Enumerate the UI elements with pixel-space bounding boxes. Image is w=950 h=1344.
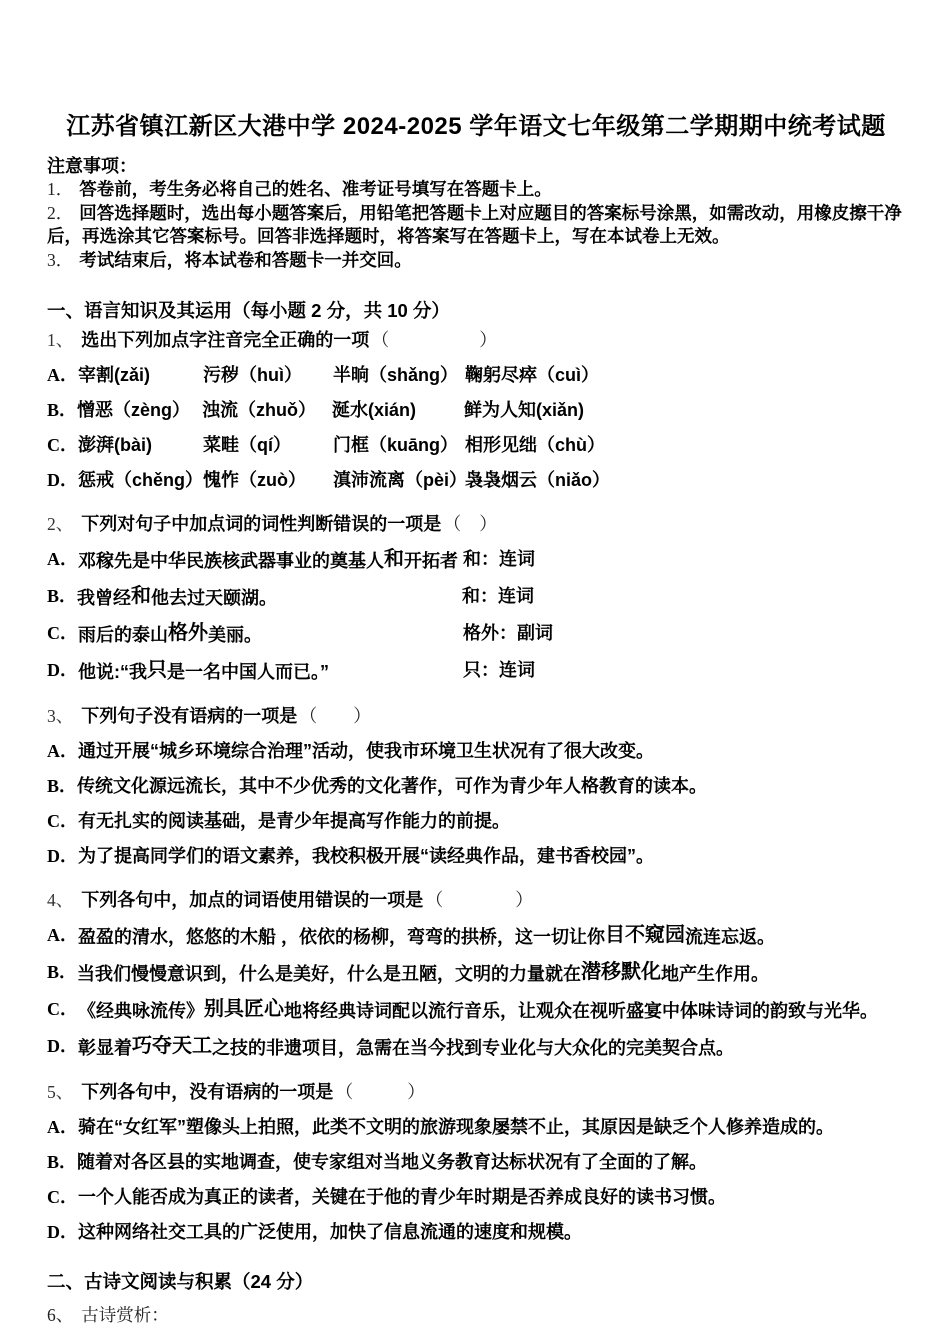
part-of-speech-note: 格外：副词 [463, 623, 553, 643]
sentence-pre: 《经典咏流传》 [78, 1001, 204, 1021]
question-4-stem [47, 888, 905, 912]
question-2-stem [47, 512, 905, 536]
page-title: 江苏省镇江新区大港中学 2024-2025 学年语文七年级第二学期期中统考试题 [66, 113, 886, 140]
question-2 [47, 512, 905, 683]
sentence-pre: 彰显着 [78, 1038, 132, 1058]
emphasized-word: 和 [131, 585, 152, 607]
option-label: A． [47, 925, 78, 945]
question-4-number: 4、 [47, 890, 74, 910]
sentence-pre: 雨后的泰山 [78, 625, 168, 645]
pinyin-term: 滇沛流离（pèi） [333, 470, 468, 490]
option-label: C． [47, 811, 78, 831]
option-label: B． [47, 586, 78, 606]
part-of-speech-note: 只：连词 [463, 660, 535, 680]
question-4-option-b [47, 962, 905, 985]
question-4-option-a [47, 925, 905, 948]
notice-item-3 [47, 249, 905, 273]
option-sentence [78, 549, 463, 572]
sentence-post: 地产生作用。 [661, 964, 770, 984]
question-1-stem-text: 选出下列加点字注音完全正确的一项 [81, 330, 370, 350]
option-label: B． [47, 1152, 78, 1172]
sentence-post: 流连忘返。 [685, 927, 775, 947]
notice-item-1-number: 1． [47, 179, 74, 199]
notice-block [47, 154, 905, 272]
question-2-option-a [47, 549, 905, 572]
question-1 [47, 328, 905, 491]
question-5 [47, 1080, 905, 1243]
notice-item-2-text: 回答选择题时，选出每小题答案后，用铅笔把答题卡上对应题目的答案标号涂黑，如需改动，用橡皮擦干净后，再选涂其它答案标号。回答非选择题时，将答案写在答题卡上，写在本试卷上无效。 [47, 202, 902, 246]
pinyin-term: 浊流（zhuǒ） [202, 400, 317, 420]
pinyin-term: 宰割(zǎi) [78, 365, 150, 385]
emphasized-word: 巧夺天工 [132, 1035, 212, 1057]
notice-item-3-number: 3． [47, 249, 74, 270]
option-text: 随着对各区县的实地调查，使专家组对当地义务教育达标状况有了全面的了解。 [77, 1152, 708, 1172]
option-sentence [77, 962, 905, 985]
option-text: 一个人能否成为真正的读者，关键在于他的青少年时期是否养成良好的读书习惯。 [78, 1187, 726, 1207]
question-5-option-d [47, 1222, 905, 1243]
option-sentence [78, 925, 905, 948]
option-label: A． [47, 365, 78, 385]
option-label: D． [47, 1222, 78, 1242]
section-2-heading: 二、古诗文阅读与积累（24 分） [47, 1271, 314, 1292]
question-6-number: 6、 [47, 1305, 74, 1325]
question-2-number: 2、 [47, 514, 74, 534]
question-1-option-c [47, 435, 905, 456]
sentence-post: 开拓者 [404, 551, 458, 571]
question-1-stem [47, 328, 905, 352]
option-sentence [78, 1036, 905, 1059]
option-sentence [77, 586, 462, 609]
option-text: 为了提高同学们的语文素养，我校积极开展“读经典作品，建书香校园”。 [78, 846, 654, 866]
option-label: D． [47, 846, 78, 866]
question-3-option-c [47, 811, 905, 832]
option-label: A． [47, 1117, 78, 1137]
sentence-post: 美丽。 [208, 625, 262, 645]
option-label: C． [47, 435, 78, 455]
question-3-option-d [47, 846, 905, 867]
question-2-option-c [47, 623, 905, 646]
notice-heading: 注意事项： [47, 156, 137, 176]
option-label: C． [47, 1187, 78, 1207]
emphasized-word: 格外 [168, 622, 208, 644]
option-sentence [78, 623, 463, 646]
option-label: C． [47, 623, 78, 643]
question-2-option-b [47, 586, 905, 609]
question-5-stem-text: 下列各句中，没有语病的一项是 [81, 1082, 334, 1102]
option-label: D． [47, 660, 78, 680]
notice-item-1-text: 答卷前，考生务必将自己的姓名、准考证号填写在答题卡上。 [79, 179, 552, 199]
sentence-pre: 我曾经 [77, 588, 132, 608]
question-6-stem-text: 古诗赏析： [81, 1305, 169, 1325]
question-5-stem [47, 1080, 905, 1104]
pinyin-term: 菜畦（qí） [203, 435, 291, 455]
option-sentence [78, 999, 905, 1022]
option-text: 通过开展“城乡环境综合治理”活动，使我市环境卫生状况有了很大改变。 [78, 741, 654, 761]
emphasized-word: 目不窥园 [605, 924, 685, 946]
question-1-number: 1、 [47, 330, 74, 350]
part-of-speech-note: 和：连词 [463, 549, 535, 569]
emphasized-word: 和 [384, 548, 404, 570]
sentence-post: 之技的非遗项目，急需在当今找到专业化与大众化的完美契合点。 [212, 1038, 734, 1058]
question-1-option-d [47, 470, 905, 491]
pinyin-term: 鲜为人知(xiǎn) [464, 400, 585, 420]
question-4-option-d [47, 1036, 905, 1059]
question-2-option-d [47, 660, 905, 683]
question-5-option-b [47, 1152, 905, 1173]
pinyin-term: 袅袅烟云（niǎo） [465, 470, 611, 490]
option-label: C． [47, 999, 78, 1019]
question-4 [47, 888, 905, 1059]
question-6-stem [47, 1303, 905, 1327]
question-4-option-c [47, 999, 905, 1022]
question-5-option-c [47, 1187, 905, 1208]
sentence-pre: 当我们慢慢意识到，什么是美好，什么是丑陋，文明的力量就在 [77, 964, 582, 984]
option-sentence [78, 660, 463, 683]
pinyin-term: 相形见绌（chù） [465, 435, 606, 455]
option-label: B． [47, 962, 78, 982]
pinyin-term: 憎恶（zèng） [77, 400, 191, 420]
question-2-stem-text: 下列对句子中加点词的词性判断错误的一项是 [81, 514, 442, 534]
question-3-answer-blank: （ ） [299, 706, 372, 726]
sentence-post: 是一名中国人而已。” [167, 662, 329, 682]
sentence-post: 地将经典诗词配以流行音乐，让观众在视听盛宴中体味诗词的韵致与光华。 [284, 1001, 878, 1021]
option-label: A． [47, 549, 78, 569]
option-text: 这种网络社交工具的广泛使用，加快了信息流通的速度和规模。 [78, 1222, 582, 1242]
question-3-option-a [47, 741, 905, 762]
option-label: D． [47, 470, 78, 490]
option-label: D． [47, 1036, 78, 1056]
notice-item-2 [47, 202, 905, 249]
question-1-option-a [47, 365, 905, 386]
sentence-pre: 他说:“我 [78, 662, 147, 682]
option-label: B． [47, 776, 78, 796]
sentence-pre: 盈盈的清水，悠悠的木船 ，依依的杨柳，弯弯的拱桥，这一切让你 [78, 927, 605, 947]
pinyin-term: 污秽（huì） [203, 365, 302, 385]
question-5-number: 5、 [47, 1082, 74, 1102]
option-text: 骑在“女红军”塑像头上拍照，此类不文明的旅游现象屡禁不止，其原因是缺乏个人修养造成的。 [78, 1117, 834, 1137]
pinyin-term: 半晌（shǎng） [333, 365, 459, 385]
section-1-heading: 一、语言知识及其运用（每小题 2 分，共 10 分） [47, 300, 450, 321]
question-3-stem [47, 704, 905, 728]
question-3-option-b [47, 776, 905, 797]
emphasized-word: 别具匠心 [204, 998, 284, 1020]
option-label: A． [47, 741, 78, 761]
pinyin-term: 涎水(xián) [332, 400, 417, 420]
pinyin-term: 鞠躬尽瘁（cuì） [465, 365, 600, 385]
notice-item-1 [47, 178, 905, 202]
emphasized-word: 潜移默化 [581, 961, 662, 983]
question-4-answer-blank: （ ） [425, 890, 534, 910]
notice-item-2-number: 2． [47, 202, 74, 223]
notice-item-3-text: 考试结束后，将本试卷和答题卡一并交回。 [79, 249, 412, 270]
pinyin-term: 愧怍（zuò） [203, 470, 306, 490]
question-2-answer-blank: （ ） [443, 514, 498, 534]
question-1-answer-blank: （ ） [371, 330, 498, 350]
option-label: B． [47, 400, 78, 420]
question-1-option-b [47, 400, 905, 421]
pinyin-term: 澎湃(bài) [78, 435, 152, 455]
question-3-stem-text: 下列句子没有语病的一项是 [81, 706, 298, 726]
question-3 [47, 704, 905, 867]
pinyin-term: 惩戒（chěng） [78, 470, 204, 490]
question-5-answer-blank: （ ） [335, 1082, 426, 1102]
sentence-post: 他去过天颐湖。 [151, 588, 278, 608]
sentence-pre: 邓稼先是中华民族核武器事业的奠基人 [78, 551, 384, 571]
question-4-stem-text: 下列各句中，加点的词语使用错误的一项是 [81, 890, 424, 910]
option-text: 有无扎实的阅读基础，是青少年提高写作能力的前提。 [78, 811, 510, 831]
question-5-option-a [47, 1117, 905, 1138]
question-3-number: 3、 [47, 706, 74, 726]
pinyin-term: 门框（kuāng） [333, 435, 459, 455]
emphasized-word: 只 [147, 659, 167, 681]
part-of-speech-note: 和：连词 [462, 586, 535, 606]
option-text: 传统文化源远流长，其中不少优秀的文化著作，可作为青少年人格教育的读本。 [77, 776, 708, 796]
